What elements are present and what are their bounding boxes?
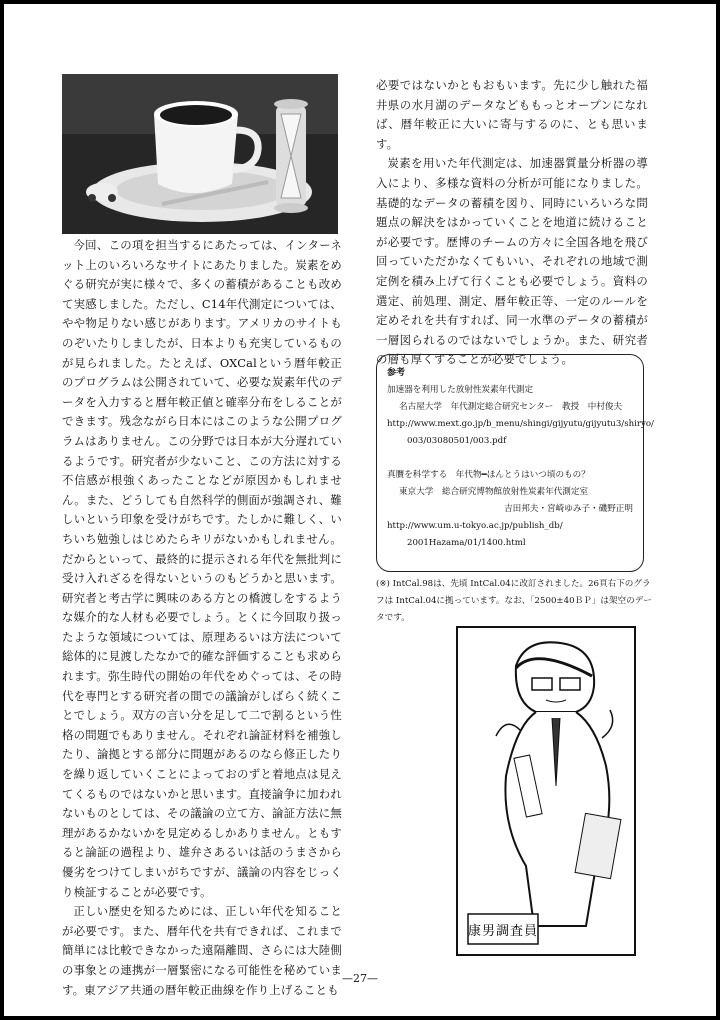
reference-url: 003/03080501/003.pdf	[407, 436, 507, 446]
left-paragraph: 正しい歴史を知るためには、正しい年代を知ることが必要です。また、暦年代を共有できれば、これまで簡単には比較できなかった遠隔離間、さらには大陸側の事象との連携が一層緊密になる可能性を秘めています。東アジア共通の暦年較正曲線を作り上げることも	[62, 904, 342, 997]
left-column-text	[62, 236, 342, 1000]
reference-url: http://www.um.u-tokyo.ac.jp/publish_db/	[387, 521, 563, 531]
reference-authors: 吉田邦夫・宮崎ゆみ子・磯野正明	[504, 504, 633, 514]
illustration-caption: 康男調査員	[467, 924, 539, 939]
investigator-illustration	[456, 626, 636, 956]
right-column-text	[376, 76, 648, 370]
footnote: (※) IntCal.98は、先頃 IntCal.04に改訂されました。26頁右下のグラフは IntCal.04に拠っています。なお、「2500±40ＢＰ」は架空のデータです。	[376, 579, 652, 623]
reference-url: http://www.mext.go.jp/b_menu/shingi/gijyutu/gijyutu3/shiryo/	[387, 419, 654, 429]
reference-title: 真贋を科学する 年代物━ほんとうはいつ頃のもの？	[387, 470, 590, 480]
reference-org: 東京大学 総合研究博物館放射性炭素年代測定室	[399, 487, 589, 497]
reference-box	[376, 354, 654, 572]
page	[4, 4, 716, 1016]
right-paragraph: 炭素を用いた年代測定は、加速器質量分析器の導入により、多様な資料の分析が可能になりました。基礎的なデータの蓄積を図り、同時にいろいろな問題点の解決をはかっていくことを地道に続けることが必要です。歴博のチームの方々に全国各地を飛び回っていただかなくてもいい、それぞれの地域で測定例を積み上げて行くことも必要でしょう。資料の選定、前処理、測定、暦年較正等、一定のルールを定めそれを共有すれば、同一水準のデータの蓄積が一層図られるのではないでしょうか。また、研究者の層も厚くすることが必要でしょう。	[376, 156, 648, 367]
reference-url: 2001Hazama/01/1400.html	[407, 538, 526, 548]
page-number: —27—	[342, 972, 378, 985]
left-paragraph: 今回、この項を担当するにあたっては、インターネット上のいろいろなサイトにあたりました。炭素をめぐる研究が実に様々で、多くの蓄積があることも改めて実感しました。ただし、C14年代測定については、やや物足りない感じがあります。アメリカのサイトものぞいたりしましたが、日本よりも充実しているものが見られました。たとえば、OXCalという暦年較正のプログラムは公開されていて、必要な炭素年代のデータを入力すると暦年較正値と確率分布をしることができます。残念ながら日本にはこのような公開プログラムはありません。この分野では日本が大分遅れているようです。研究者が少ないこと、この方法に対する不信感が根強くあったことなどが原因かもしれません。また、どうしても自然科学的側面が強調され、難しいという印象を受けがちです。たしかに難しく、いちいち勉強しはじめたらキリがないかもしれません。だからといって、最終的に提示される年代を無批判に受け入れざるを得ないというのもどうかと思います。研究者と考古学に興味のある方との橋渡しをするような媒介的な人材も必要でしょう。とくに今回取り扱ったような領域については、原理あるいは方法について総体的に見渡したなかで的確な評価することも求められます。弥生時代の開始の年代をめぐっては、その時代を専門とする研究者の間での議論がしばらく続くことでしょう。双方の言い分を足して二で割るという性格の問題でもありません。それぞれ論証材料を補強したり、論拠とする部分に問題があるのなら修正したりを繰り返していくことによっておのずと着地点は見えてくるものではないかと思います。直接論争に加われないものとしては、その議論の立て方、論証方法に無理があるかないかを見定めるしかありません。ともすると論証の過程より、雄弁さあるいは話のうまさから優劣をつけてしまいがちですが、議論の内容をじっくり検証することが必要です。	[62, 238, 342, 899]
reference-title: 加速器を利用した放射性炭素年代測定	[387, 385, 534, 395]
coffee-cup-photo	[62, 74, 338, 234]
right-paragraph: 必要ではないかともおもいます。先に少し触れた福井県の水月湖のデータなどももっとオープンになれば、暦年較正に大いに寄与するのに、とも思います。	[376, 78, 648, 151]
reference-heading: 参考	[387, 368, 406, 378]
reference-author: 名古屋大学 年代測定総合研究センター 教授 中村俊夫	[399, 402, 623, 412]
